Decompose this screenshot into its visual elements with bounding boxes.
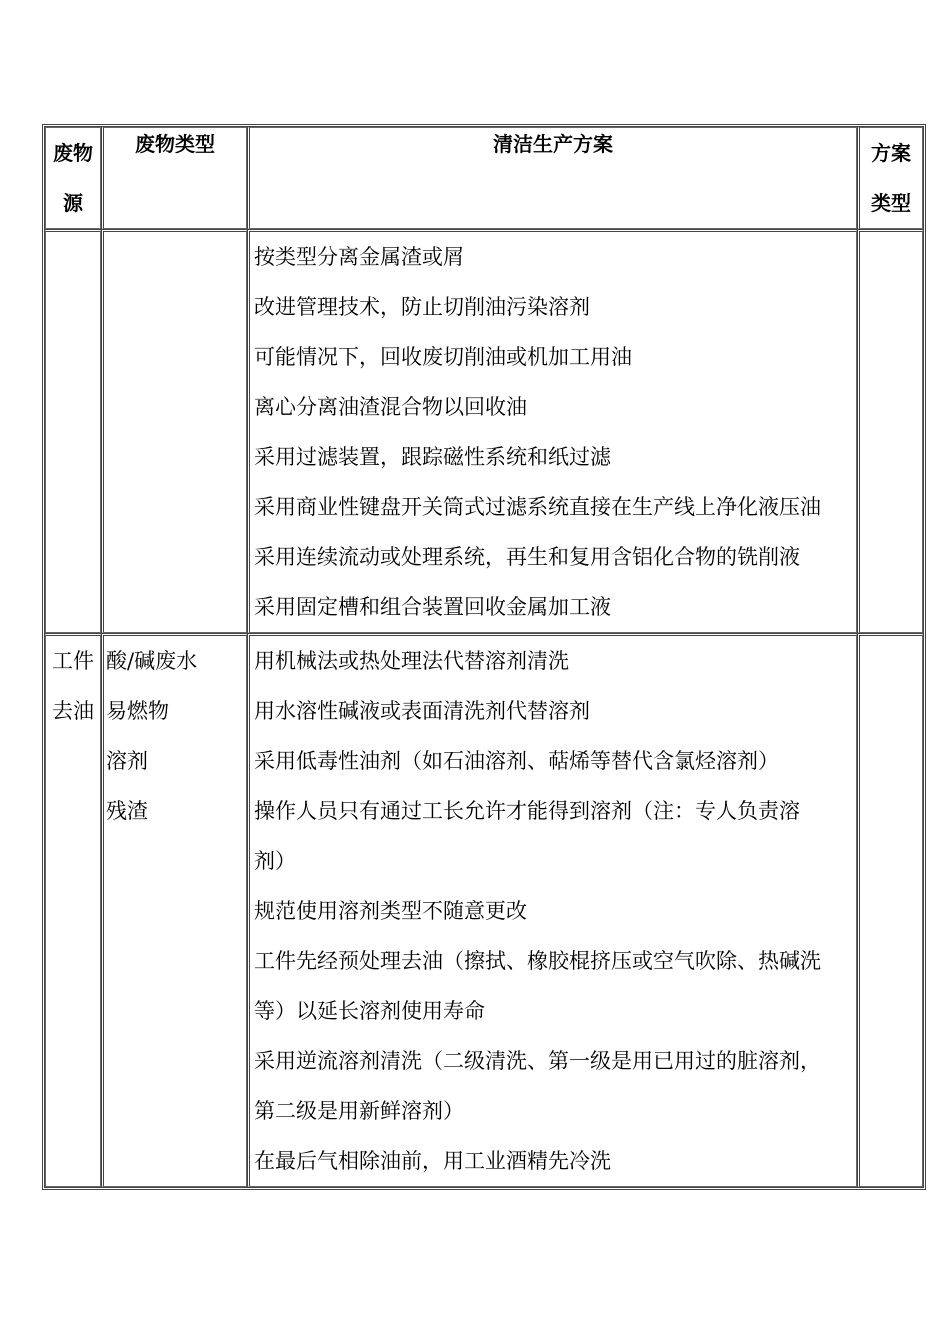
plan-line: 用水溶性碱液或表面清洗剂代替溶剂 [254, 699, 590, 723]
header-source-line-2: 源 [63, 191, 83, 215]
source-line: 去油 [52, 699, 94, 723]
plan-line: 采用连续流动或处理系统，再生和复用含铝化合物的铣削液 [254, 545, 800, 569]
table-row [45, 633, 923, 1187]
plan-line: 改进管理技术，防止切削油污染溶剂 [254, 295, 590, 319]
plan-line: 离心分离油渣混合物以回收油 [254, 395, 527, 419]
row2-plan-type-cell [857, 633, 923, 1187]
row2-plan-cell [247, 633, 857, 1187]
plan-line: 第二级是用新鲜溶剂） [254, 1099, 464, 1123]
plan-line: 等）以延长溶剂使用寿命 [254, 999, 485, 1023]
plan-line: 采用商业性键盘开关筒式过滤系统直接在生产线上净化液压油 [254, 495, 821, 519]
source-line: 工件 [52, 649, 94, 673]
plan-line: 采用固定槽和组合装置回收金属加工液 [254, 595, 611, 619]
header-source-cell [45, 127, 101, 229]
row1-waste-type-cell [101, 229, 247, 633]
row1-plan-cell [247, 229, 857, 633]
waste-type-line: 易燃物 [106, 699, 169, 723]
plan-line: 可能情况下，回收废切削油或机加工用油 [254, 345, 632, 369]
header-plan-type-line-1: 方案 [871, 141, 911, 165]
header-plan-type-cell [857, 127, 923, 229]
plan-line: 工件先经预处理去油（擦拭、橡胶棍挤压或空气吹除、热碱洗 [254, 949, 821, 973]
waste-type-line: 残渣 [106, 799, 148, 823]
waste-type-line: 酸/碱废水 [106, 649, 198, 673]
plan-line: 按类型分离金属渣或屑 [254, 245, 464, 269]
row2-waste-type-cell [101, 633, 247, 1187]
plan-line: 采用过滤装置，跟踪磁性系统和纸过滤 [254, 445, 611, 469]
plan-line: 剂） [254, 849, 296, 873]
header-plan-type-line-2: 类型 [871, 191, 911, 215]
row1-plan-type-cell [857, 229, 923, 633]
plan-line: 采用逆流溶剂清洗（二级清洗、第一级是用已用过的脏溶剂， [254, 1049, 821, 1073]
header-source-line-1: 废物 [53, 141, 93, 165]
waste-type-line: 溶剂 [106, 749, 148, 773]
row1-source-cell [45, 229, 101, 633]
header-plan: 清洁生产方案 [247, 127, 857, 229]
header-waste-type: 废物类型 [101, 127, 247, 229]
row2-source-cell [45, 633, 101, 1187]
waste-plan-table [42, 124, 926, 1190]
plan-line: 用机械法或热处理法代替溶剂清洗 [254, 649, 569, 673]
table-row [45, 229, 923, 633]
plan-line: 操作人员只有通过工长允许才能得到溶剂（注：专人负责溶 [254, 799, 800, 823]
table-header-row [45, 127, 923, 229]
plan-line: 采用低毒性油剂（如石油溶剂、萜烯等替代含氯烃溶剂） [254, 749, 779, 773]
plan-line: 规范使用溶剂类型不随意更改 [254, 899, 527, 923]
plan-line: 在最后气相除油前，用工业酒精先冷洗 [254, 1149, 611, 1173]
